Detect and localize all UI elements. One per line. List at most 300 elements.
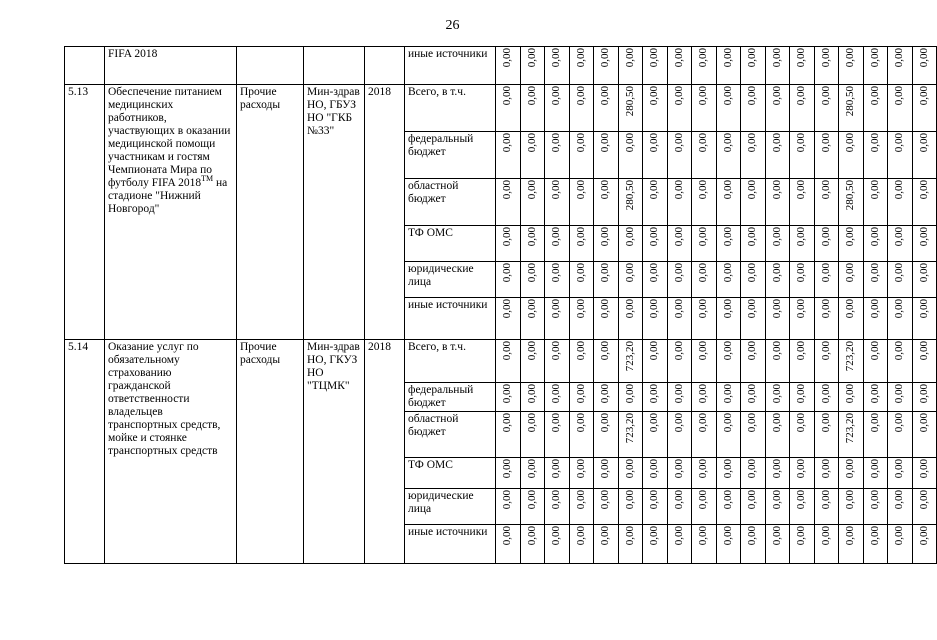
amount-value: 0,00 — [672, 341, 685, 361]
amount-cell — [643, 340, 668, 383]
amount-value: 0,00 — [501, 180, 514, 200]
amount-value: 0,00 — [623, 526, 636, 546]
amount-value: 0,00 — [868, 384, 881, 404]
amount-cell — [912, 226, 937, 262]
amount-cell — [765, 47, 790, 85]
amount-cell — [520, 383, 545, 412]
amount-value: 0,00 — [550, 48, 563, 68]
item-title-cell — [105, 85, 237, 340]
amount-value: 0,00 — [819, 384, 832, 404]
amount-value: 0,00 — [501, 48, 514, 68]
amount-cell — [692, 179, 717, 226]
amount-value: 0,00 — [550, 299, 563, 319]
amount-value: 0,00 — [623, 263, 636, 283]
amount-value: 0,00 — [648, 48, 661, 68]
amount-cell — [765, 298, 790, 340]
amount-cell — [839, 85, 864, 132]
amount-cell — [741, 85, 766, 132]
amount-value: 0,00 — [599, 384, 612, 404]
amount-value: 0,00 — [917, 263, 930, 283]
amount-cell — [765, 262, 790, 298]
amount-value: 0,00 — [501, 263, 514, 283]
amount-value: 0,00 — [599, 180, 612, 200]
amount-cell — [741, 226, 766, 262]
amount-cell — [569, 383, 594, 412]
amount-value: 0,00 — [868, 299, 881, 319]
amount-value: 0,00 — [844, 490, 857, 510]
amount-value: 0,00 — [819, 180, 832, 200]
amount-value: 0,00 — [770, 180, 783, 200]
amount-cell — [545, 262, 570, 298]
amount-cell — [765, 383, 790, 412]
amount-value: 0,00 — [501, 133, 514, 153]
amount-value: 0,00 — [525, 86, 538, 106]
amount-cell — [496, 132, 521, 179]
amount-value: 0,00 — [795, 180, 808, 200]
amount-cell — [643, 85, 668, 132]
amount-cell — [569, 340, 594, 383]
amount-cell — [716, 262, 741, 298]
amount-value: 0,00 — [574, 86, 587, 106]
amount-value: 0,00 — [746, 48, 759, 68]
year-cell: 2018 — [365, 340, 405, 564]
amount-cell — [790, 525, 815, 564]
amount-value: 0,00 — [917, 459, 930, 479]
amount-value: 0,00 — [672, 413, 685, 433]
amount-cell — [496, 179, 521, 226]
amount-cell — [594, 340, 619, 383]
amount-value: 0,00 — [746, 413, 759, 433]
item-title-tail: на стадионе "Нижний Новгород" — [108, 177, 228, 215]
amount-value: 0,00 — [917, 341, 930, 361]
amount-value: 0,00 — [844, 263, 857, 283]
amount-value: 280,50 — [623, 180, 636, 211]
amount-cell — [741, 179, 766, 226]
amount-value: 0,00 — [819, 86, 832, 106]
amount-value: 0,00 — [574, 384, 587, 404]
amount-value: 0,00 — [746, 180, 759, 200]
amount-cell — [520, 179, 545, 226]
table-row — [65, 85, 937, 132]
amount-value: 0,00 — [819, 263, 832, 283]
amount-cell — [667, 383, 692, 412]
amount-value: 0,00 — [746, 263, 759, 283]
funding-source-label: областной бюджет — [405, 412, 496, 458]
amount-cell — [545, 489, 570, 525]
amount-cell — [545, 85, 570, 132]
amount-cell — [692, 132, 717, 179]
amount-cell — [790, 47, 815, 85]
amount-cell — [814, 489, 839, 525]
amount-cell — [569, 525, 594, 564]
amount-cell — [839, 262, 864, 298]
amount-value: 0,00 — [770, 48, 783, 68]
amount-value: 0,00 — [746, 299, 759, 319]
amount-cell — [545, 179, 570, 226]
item-number-cell: 5.13 — [65, 85, 105, 340]
amount-value: 0,00 — [648, 180, 661, 200]
amount-cell — [496, 412, 521, 458]
amount-value: 0,00 — [501, 459, 514, 479]
amount-value: 0,00 — [672, 263, 685, 283]
amount-value: 0,00 — [550, 133, 563, 153]
amount-cell — [716, 132, 741, 179]
amount-value: 0,00 — [574, 341, 587, 361]
amount-cell — [716, 458, 741, 489]
amount-value: 0,00 — [525, 48, 538, 68]
amount-value: 280,50 — [623, 86, 636, 117]
amount-cell — [888, 340, 913, 383]
funding-source-label: иные источники — [405, 525, 496, 564]
amount-cell — [814, 412, 839, 458]
amount-value: 0,00 — [770, 490, 783, 510]
amount-value: 0,00 — [893, 413, 906, 433]
amount-value: 0,00 — [525, 526, 538, 546]
amount-value: 0,00 — [893, 384, 906, 404]
amount-cell — [741, 47, 766, 85]
amount-cell — [643, 383, 668, 412]
amount-value: 0,00 — [721, 299, 734, 319]
amount-cell — [839, 298, 864, 340]
amount-cell — [545, 226, 570, 262]
amount-value: 0,00 — [770, 413, 783, 433]
amount-value: 0,00 — [795, 459, 808, 479]
amount-value: 0,00 — [672, 86, 685, 106]
amount-value: 0,00 — [697, 227, 710, 247]
amount-value: 0,00 — [868, 133, 881, 153]
amount-value: 0,00 — [648, 384, 661, 404]
item-title-cell: FIFA 2018 — [105, 47, 237, 85]
amount-cell — [569, 132, 594, 179]
amount-cell — [692, 383, 717, 412]
amount-cell — [888, 85, 913, 132]
amount-cell — [692, 489, 717, 525]
amount-cell — [716, 340, 741, 383]
expense-type-cell: Прочие расходы — [237, 85, 304, 340]
amount-value: 0,00 — [917, 526, 930, 546]
amount-cell — [741, 489, 766, 525]
amount-value: 0,00 — [819, 227, 832, 247]
amount-value: 0,00 — [868, 490, 881, 510]
amount-cell — [814, 340, 839, 383]
amount-cell — [863, 85, 888, 132]
amount-value: 0,00 — [844, 299, 857, 319]
amount-cell — [667, 525, 692, 564]
amount-cell — [814, 458, 839, 489]
amount-value: 0,00 — [550, 384, 563, 404]
amount-cell — [520, 298, 545, 340]
amount-cell — [790, 262, 815, 298]
amount-cell — [741, 525, 766, 564]
amount-value: 0,00 — [746, 86, 759, 106]
amount-cell — [545, 298, 570, 340]
amount-cell — [496, 340, 521, 383]
amount-cell — [888, 132, 913, 179]
amount-value: 0,00 — [525, 227, 538, 247]
amount-value: 0,00 — [795, 413, 808, 433]
amount-value: 0,00 — [917, 133, 930, 153]
budget-table-body — [65, 47, 937, 564]
amount-cell — [888, 489, 913, 525]
amount-value: 0,00 — [795, 48, 808, 68]
amount-value: 0,00 — [868, 413, 881, 433]
amount-cell — [667, 85, 692, 132]
amount-cell — [863, 458, 888, 489]
expense-type-cell — [237, 47, 304, 85]
amount-cell — [814, 226, 839, 262]
amount-cell — [594, 132, 619, 179]
amount-cell — [618, 383, 643, 412]
amount-cell — [667, 132, 692, 179]
amount-value: 0,00 — [599, 490, 612, 510]
amount-value: 0,00 — [795, 341, 808, 361]
funding-source-label: федеральный бюджет — [405, 132, 496, 179]
amount-value: 0,00 — [917, 86, 930, 106]
amount-value: 0,00 — [550, 86, 563, 106]
amount-cell — [520, 226, 545, 262]
amount-cell — [912, 85, 937, 132]
amount-value: 0,00 — [868, 526, 881, 546]
amount-cell — [643, 298, 668, 340]
item-number-cell — [65, 47, 105, 85]
amount-value: 0,00 — [501, 490, 514, 510]
amount-value: 0,00 — [844, 384, 857, 404]
amount-cell — [643, 179, 668, 226]
amount-cell — [912, 298, 937, 340]
amount-value: 0,00 — [770, 227, 783, 247]
amount-cell — [569, 179, 594, 226]
budget-table — [64, 46, 937, 564]
amount-cell — [520, 340, 545, 383]
amount-value: 0,00 — [893, 459, 906, 479]
amount-cell — [520, 412, 545, 458]
amount-cell — [839, 340, 864, 383]
amount-cell — [496, 226, 521, 262]
amount-cell — [594, 298, 619, 340]
amount-cell — [741, 340, 766, 383]
amount-cell — [496, 47, 521, 85]
amount-cell — [618, 262, 643, 298]
amount-cell — [814, 47, 839, 85]
executor-cell: Мин-здрав НО, ГКУЗ НО "ТЦМК" — [304, 340, 365, 564]
amount-cell — [790, 458, 815, 489]
amount-cell — [912, 458, 937, 489]
amount-cell — [741, 132, 766, 179]
amount-cell — [765, 489, 790, 525]
amount-cell — [863, 525, 888, 564]
item-title-cell — [105, 340, 237, 564]
amount-cell — [520, 132, 545, 179]
amount-value: 0,00 — [844, 459, 857, 479]
amount-value: 0,00 — [721, 459, 734, 479]
amount-cell — [692, 85, 717, 132]
amount-value: 0,00 — [599, 133, 612, 153]
amount-value: 0,00 — [550, 341, 563, 361]
amount-cell — [716, 179, 741, 226]
executor-cell: Мин-здрав НО, ГБУЗ НО "ГКБ №33" — [304, 85, 365, 340]
amount-value: 280,50 — [844, 86, 857, 117]
amount-cell — [888, 298, 913, 340]
amount-value: 0,00 — [746, 227, 759, 247]
amount-cell — [863, 383, 888, 412]
amount-cell — [790, 85, 815, 132]
amount-cell — [643, 458, 668, 489]
amount-value: 0,00 — [721, 490, 734, 510]
funding-source-label: ТФ ОМС — [405, 458, 496, 489]
amount-cell — [888, 226, 913, 262]
funding-source-label: федеральный бюджет — [405, 383, 496, 412]
amount-cell — [839, 47, 864, 85]
amount-cell — [716, 298, 741, 340]
amount-cell — [765, 412, 790, 458]
amount-value: 723,20 — [844, 341, 857, 372]
amount-cell — [618, 85, 643, 132]
amount-cell — [643, 132, 668, 179]
amount-value: 0,00 — [599, 413, 612, 433]
amount-cell — [594, 85, 619, 132]
amount-cell — [520, 489, 545, 525]
amount-cell — [912, 132, 937, 179]
trademark-superscript: TM — [201, 174, 214, 184]
amount-cell — [545, 525, 570, 564]
amount-value: 0,00 — [893, 227, 906, 247]
amount-cell — [741, 412, 766, 458]
amount-value: 0,00 — [770, 384, 783, 404]
amount-cell — [863, 262, 888, 298]
amount-cell — [741, 262, 766, 298]
amount-cell — [692, 412, 717, 458]
amount-cell — [814, 85, 839, 132]
amount-value: 0,00 — [648, 341, 661, 361]
funding-source-label: областной бюджет — [405, 179, 496, 226]
amount-value: 0,00 — [574, 459, 587, 479]
amount-cell — [790, 298, 815, 340]
amount-cell — [692, 47, 717, 85]
amount-cell — [716, 47, 741, 85]
amount-cell — [496, 262, 521, 298]
amount-value: 0,00 — [574, 48, 587, 68]
amount-value: 0,00 — [648, 490, 661, 510]
amount-cell — [814, 179, 839, 226]
amount-cell — [496, 489, 521, 525]
amount-cell — [667, 298, 692, 340]
amount-value: 0,00 — [672, 384, 685, 404]
amount-value: 0,00 — [893, 263, 906, 283]
amount-cell — [692, 298, 717, 340]
amount-cell — [912, 262, 937, 298]
amount-value: 0,00 — [697, 490, 710, 510]
amount-cell — [569, 298, 594, 340]
amount-cell — [790, 412, 815, 458]
amount-value: 0,00 — [770, 526, 783, 546]
fragment-row — [65, 47, 937, 85]
amount-value: 0,00 — [721, 413, 734, 433]
amount-value: 0,00 — [574, 490, 587, 510]
amount-value: 0,00 — [525, 341, 538, 361]
amount-value: 0,00 — [746, 526, 759, 546]
amount-value: 0,00 — [623, 459, 636, 479]
amount-cell — [814, 132, 839, 179]
amount-cell — [716, 412, 741, 458]
amount-cell — [618, 298, 643, 340]
amount-value: 0,00 — [795, 490, 808, 510]
amount-cell — [912, 179, 937, 226]
amount-value: 0,00 — [721, 384, 734, 404]
amount-value: 0,00 — [868, 341, 881, 361]
amount-value: 0,00 — [770, 299, 783, 319]
amount-value: 0,00 — [648, 299, 661, 319]
amount-cell — [839, 132, 864, 179]
amount-value: 0,00 — [844, 48, 857, 68]
amount-cell — [888, 525, 913, 564]
item-title-text: Обеспечение питанием медицинских работников, участвующих в оказании медицинской помощи участникам и гостям Чемпионата Мира по футболу FIFA 2018 — [108, 86, 231, 189]
amount-cell — [594, 525, 619, 564]
amount-cell — [741, 298, 766, 340]
amount-value: 0,00 — [721, 86, 734, 106]
amount-cell — [790, 132, 815, 179]
amount-cell — [765, 525, 790, 564]
amount-value: 0,00 — [697, 86, 710, 106]
amount-value: 0,00 — [672, 299, 685, 319]
amount-value: 0,00 — [501, 86, 514, 106]
amount-cell — [667, 458, 692, 489]
amount-value: 0,00 — [648, 133, 661, 153]
amount-cell — [839, 179, 864, 226]
amount-value: 0,00 — [525, 490, 538, 510]
amount-value: 0,00 — [648, 526, 661, 546]
amount-cell — [912, 383, 937, 412]
amount-value: 0,00 — [525, 133, 538, 153]
amount-value: 0,00 — [795, 263, 808, 283]
amount-cell — [594, 47, 619, 85]
amount-cell — [741, 458, 766, 489]
amount-cell — [569, 85, 594, 132]
amount-cell — [520, 525, 545, 564]
year-cell — [365, 47, 405, 85]
amount-cell — [618, 412, 643, 458]
amount-value: 0,00 — [599, 459, 612, 479]
amount-cell — [888, 179, 913, 226]
amount-cell — [643, 489, 668, 525]
amount-value: 0,00 — [525, 180, 538, 200]
amount-value: 0,00 — [574, 133, 587, 153]
amount-cell — [545, 132, 570, 179]
amount-value: 0,00 — [697, 180, 710, 200]
amount-cell — [716, 85, 741, 132]
amount-cell — [569, 412, 594, 458]
amount-cell — [716, 525, 741, 564]
amount-value: 0,00 — [917, 384, 930, 404]
amount-value: 0,00 — [893, 48, 906, 68]
amount-cell — [496, 458, 521, 489]
amount-cell — [863, 412, 888, 458]
funding-source-label: иные источники — [405, 47, 496, 85]
amount-cell — [594, 412, 619, 458]
amount-cell — [545, 340, 570, 383]
amount-value: 0,00 — [648, 459, 661, 479]
amount-cell — [912, 47, 937, 85]
amount-value: 0,00 — [770, 341, 783, 361]
amount-value: 0,00 — [672, 180, 685, 200]
amount-cell — [618, 340, 643, 383]
amount-cell — [667, 412, 692, 458]
amount-value: 0,00 — [917, 413, 930, 433]
amount-cell — [618, 489, 643, 525]
funding-source-label: иные источники — [405, 298, 496, 340]
amount-value: 0,00 — [795, 299, 808, 319]
amount-cell — [594, 489, 619, 525]
amount-value: 0,00 — [697, 263, 710, 283]
